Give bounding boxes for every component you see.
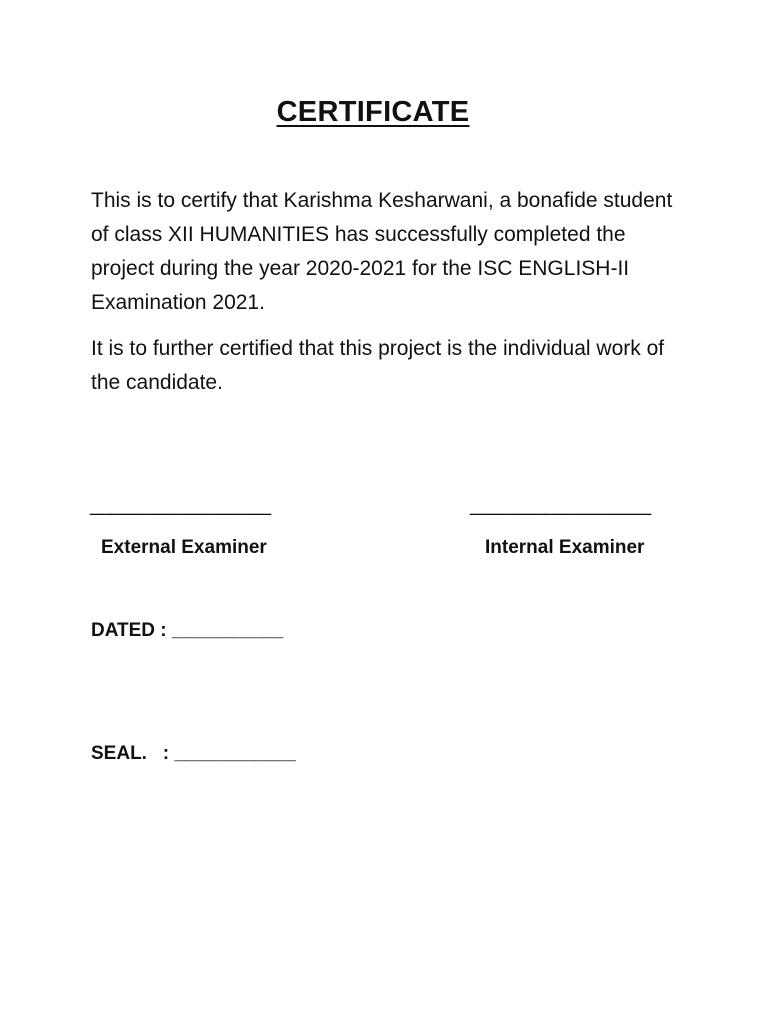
internal-examiner-label: Internal Examiner xyxy=(485,537,645,558)
dated-blank: ___________ xyxy=(171,620,283,641)
dated-field xyxy=(91,620,283,642)
further-certification-paragraph: It is to further certified that this project is the individual work of the candidate. xyxy=(91,337,665,394)
external-examiner-signature-line: _________________ xyxy=(90,494,271,516)
certificate-title: CERTIFICATE xyxy=(276,96,470,128)
certification-paragraph: This is to certify that Karishma Kesharwani, a bonafide student of class XII HUMANITIES has successfully completed the project during the year 2020-2021 for the ISC ENGLISH-II Examination 2021. xyxy=(91,189,673,314)
seal-field xyxy=(91,743,295,765)
seal-label: SEAL. : xyxy=(91,743,175,764)
seal-blank: ____________ xyxy=(174,743,296,764)
external-examiner-label: External Examiner xyxy=(101,537,267,558)
dated-label: DATED : xyxy=(91,620,172,641)
internal-examiner-signature-line: _________________ xyxy=(470,494,651,516)
